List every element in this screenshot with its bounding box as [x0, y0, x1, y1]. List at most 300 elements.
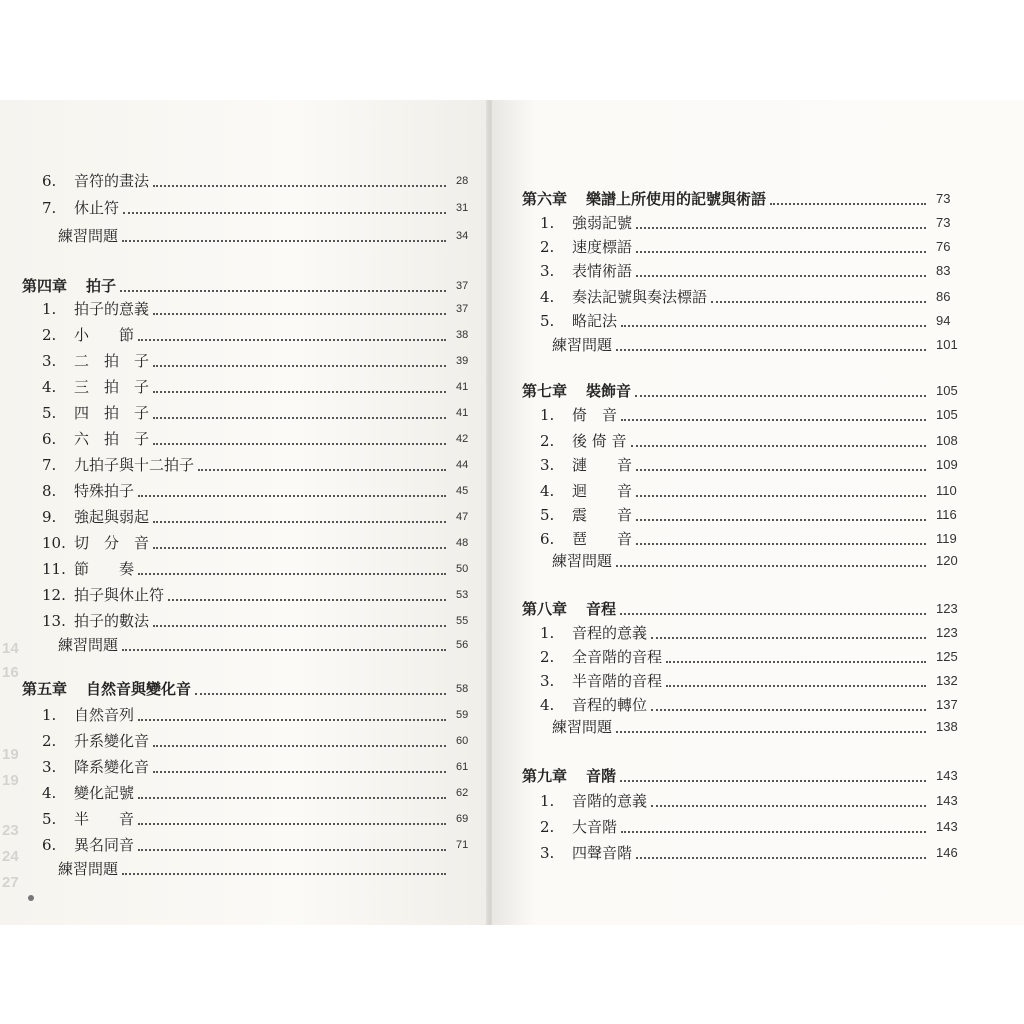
- bullet-mark: [28, 895, 34, 901]
- page-number: 47: [456, 511, 469, 523]
- toc-entry: [540, 236, 951, 260]
- entry-title: 節 奏: [74, 560, 135, 578]
- chapter-title: 樂譜上所使用的記號與術語: [586, 190, 767, 208]
- page-number: 119: [936, 531, 957, 546]
- toc-entry: [540, 646, 958, 670]
- leader-dots: [153, 391, 446, 393]
- toc-entry: [42, 808, 469, 832]
- leader-dots: [636, 543, 926, 545]
- entry-label: [42, 197, 119, 219]
- entry-number: 1.: [540, 792, 555, 810]
- entry-number: 9.: [42, 508, 57, 526]
- chapter-label: [522, 380, 631, 402]
- page-number: 123: [936, 601, 958, 616]
- leader-dots: [770, 203, 926, 205]
- chapter-number: 第九章: [522, 767, 568, 785]
- page-number: 28: [456, 175, 469, 187]
- toc-entry: [540, 816, 958, 840]
- entry-title: 練習問題: [58, 860, 119, 878]
- toc-chapter-entry: [22, 275, 469, 299]
- entry-title: 拍子與休止符: [74, 586, 165, 604]
- leader-dots: [636, 857, 926, 859]
- page-number: 143: [936, 819, 958, 834]
- leader-dots: [122, 873, 446, 875]
- leader-dots: [153, 625, 446, 627]
- entry-number: 3.: [540, 844, 555, 862]
- page-number: 62: [456, 787, 469, 799]
- page-number: 137: [936, 697, 958, 712]
- page-number: 109: [936, 457, 958, 472]
- leader-dots: [636, 469, 926, 471]
- entry-label: [540, 842, 632, 864]
- entry-title: 強起與弱起: [74, 508, 150, 526]
- toc-entry: [540, 260, 951, 284]
- entry-number: 3.: [540, 672, 555, 690]
- entry-label: [42, 402, 149, 424]
- page-number: 101: [936, 337, 958, 352]
- entry-title: 速度標語: [572, 238, 633, 256]
- open-book: [0, 100, 1024, 925]
- page-number: 71: [456, 839, 469, 851]
- entry-title: 強弱記號: [572, 214, 633, 232]
- entry-number: 13.: [42, 612, 66, 630]
- leader-dots: [621, 831, 926, 833]
- entry-title: 大音階: [572, 818, 618, 836]
- leader-dots: [153, 365, 446, 367]
- chapter-number: 第八章: [522, 600, 568, 618]
- leader-dots: [616, 731, 926, 733]
- entry-title: 九拍子與十二拍子: [74, 456, 195, 474]
- page-number: 39: [456, 355, 469, 367]
- show-through-text: 27: [2, 874, 19, 891]
- entry-label: [540, 480, 632, 502]
- entry-label: [552, 334, 612, 356]
- entry-label: [540, 404, 617, 426]
- toc-entry: [42, 454, 469, 478]
- entry-number: 1.: [540, 214, 555, 232]
- page-number: 37: [456, 280, 469, 292]
- leader-dots: [651, 709, 926, 711]
- toc-entry: [540, 694, 958, 718]
- chapter-number: 第五章: [22, 680, 68, 698]
- toc-entry: [42, 324, 469, 348]
- entry-number: 1.: [42, 706, 57, 724]
- entry-title: 琶 音: [572, 530, 633, 548]
- toc-entry: [540, 454, 958, 478]
- leader-dots: [635, 395, 926, 397]
- page-number: 56: [456, 639, 469, 651]
- toc-entry: [42, 558, 469, 582]
- leader-dots: [636, 251, 926, 253]
- toc-entry: [42, 704, 469, 728]
- left-page: [0, 100, 490, 925]
- entry-number: 5.: [42, 810, 57, 828]
- toc-entry: [42, 298, 469, 322]
- leader-dots: [168, 599, 446, 601]
- leader-dots: [153, 521, 446, 523]
- leader-dots: [138, 719, 446, 721]
- entry-title: 全音階的音程: [572, 648, 663, 666]
- leader-dots: [620, 780, 926, 782]
- entry-number: 1.: [540, 406, 555, 424]
- leader-dots: [122, 240, 446, 242]
- entry-label: [540, 646, 662, 668]
- toc-entry: [42, 376, 469, 400]
- entry-number: 3.: [42, 352, 57, 370]
- entry-label: [42, 428, 149, 450]
- page-number: 60: [456, 735, 469, 747]
- entry-label: [58, 858, 118, 880]
- entry-title: 音符的畫法: [74, 172, 150, 190]
- toc-entry: [42, 170, 469, 194]
- entry-title: 半 音: [74, 810, 135, 828]
- page-number: 69: [456, 813, 469, 825]
- toc-chapter-entry: [522, 598, 958, 622]
- chapter-label: [522, 765, 616, 787]
- entry-label: [540, 790, 647, 812]
- entry-label: [42, 558, 134, 580]
- toc-entry: [42, 428, 469, 452]
- entry-number: 2.: [540, 818, 555, 836]
- toc-entry: [42, 834, 469, 858]
- toc-entry: [552, 334, 958, 358]
- toc-entry: [58, 858, 452, 882]
- entry-label: [42, 376, 149, 398]
- leader-dots: [138, 797, 446, 799]
- toc-entry: [552, 550, 958, 574]
- page-number: 105: [936, 383, 958, 398]
- entry-number: 3.: [540, 456, 555, 474]
- chapter-label: [22, 678, 191, 700]
- leader-dots: [631, 445, 926, 447]
- entry-number: 1.: [540, 624, 555, 642]
- leader-dots: [666, 685, 926, 687]
- entry-number: 2.: [42, 732, 57, 750]
- chapter-title: 自然音與變化音: [86, 680, 192, 698]
- show-through-text: 14: [2, 640, 19, 657]
- entry-number: 1.: [42, 300, 57, 318]
- page-number: 45: [456, 485, 469, 497]
- toc-chapter-entry: [522, 380, 958, 404]
- entry-number: 4.: [540, 482, 555, 500]
- leader-dots: [153, 745, 446, 747]
- entry-number: 6.: [540, 530, 555, 548]
- toc-chapter-entry: [22, 678, 469, 702]
- page-number: 110: [936, 483, 957, 498]
- leader-dots: [153, 771, 446, 773]
- leader-dots: [620, 613, 926, 615]
- leader-dots: [195, 693, 446, 695]
- toc-entry: [42, 756, 469, 780]
- page-number: 120: [936, 553, 958, 568]
- entry-title: 略記法: [572, 312, 618, 330]
- toc-entry: [540, 528, 957, 552]
- page-number: 55: [456, 615, 469, 627]
- entry-label: [552, 550, 612, 572]
- entry-label: [540, 212, 632, 234]
- leader-dots: [636, 495, 926, 497]
- page-number: 48: [456, 537, 469, 549]
- entry-number: 12.: [42, 586, 66, 604]
- toc-entry: [58, 225, 469, 249]
- entry-number: 3.: [540, 262, 555, 280]
- leader-dots: [621, 325, 926, 327]
- toc-entry: [540, 842, 958, 866]
- leader-dots: [651, 805, 926, 807]
- leader-dots: [120, 290, 446, 292]
- entry-title: 六 拍 子: [74, 430, 150, 448]
- entry-label: [58, 634, 118, 656]
- leader-dots: [636, 227, 926, 229]
- toc-entry: [540, 286, 951, 310]
- toc-entry: [540, 670, 958, 694]
- page-number: 41: [456, 407, 469, 419]
- page-number: 132: [936, 673, 958, 688]
- entry-title: 音階的意義: [572, 792, 648, 810]
- page-number: 105: [936, 407, 958, 422]
- entry-label: [42, 584, 164, 606]
- page-number: 146: [936, 845, 958, 860]
- leader-dots: [153, 185, 446, 187]
- entry-title: 二 拍 子: [74, 352, 150, 370]
- entry-label: [42, 610, 149, 632]
- leader-dots: [138, 573, 446, 575]
- entry-title: 半音階的音程: [572, 672, 663, 690]
- toc-entry: [42, 350, 469, 374]
- entry-title: 漣 音: [572, 456, 633, 474]
- entry-title: 四 拍 子: [74, 404, 150, 422]
- entry-title: 變化記號: [74, 784, 135, 802]
- entry-number: 10.: [42, 534, 66, 552]
- page-number: 138: [936, 719, 958, 734]
- toc-chapter-entry: [522, 765, 958, 789]
- entry-title: 異名同音: [74, 836, 135, 854]
- entry-title: 拍子的意義: [74, 300, 150, 318]
- entry-number: 2.: [540, 238, 555, 256]
- leader-dots: [123, 212, 446, 214]
- entry-number: 4.: [42, 784, 57, 802]
- page-number: 50: [456, 563, 469, 575]
- show-through-text: 19: [2, 772, 19, 789]
- toc-entry: [42, 782, 469, 806]
- entry-title: 四聲音階: [572, 844, 633, 862]
- page-number: 58: [456, 683, 469, 695]
- toc-entry: [540, 480, 957, 504]
- entry-number: 5.: [42, 404, 57, 422]
- leader-dots: [711, 301, 926, 303]
- leader-dots: [621, 419, 926, 421]
- entry-title: 音程的意義: [572, 624, 648, 642]
- entry-label: [58, 225, 118, 247]
- entry-number: 6.: [42, 430, 57, 448]
- entry-title: 拍子的數法: [74, 612, 150, 630]
- entry-label: [540, 310, 617, 332]
- entry-title: 音程的轉位: [572, 696, 648, 714]
- toc-entry: [42, 506, 469, 530]
- leader-dots: [636, 519, 926, 521]
- entry-number: 11.: [42, 560, 66, 578]
- entry-label: [540, 694, 647, 716]
- leader-dots: [153, 313, 446, 315]
- entry-number: 5.: [540, 312, 555, 330]
- entry-label: [540, 528, 632, 550]
- entry-title: 震 音: [572, 506, 633, 524]
- entry-title: 後 倚 音: [572, 432, 627, 450]
- leader-dots: [616, 349, 926, 351]
- show-through-text: 23: [2, 822, 19, 839]
- entry-title: 升系變化音: [74, 732, 150, 750]
- leader-dots: [636, 275, 926, 277]
- entry-title: 倚 音: [572, 406, 618, 424]
- leader-dots: [198, 469, 446, 471]
- page-number: 83: [936, 263, 951, 278]
- page-number: 61: [456, 761, 469, 773]
- entry-label: [42, 324, 134, 346]
- entry-number: 4.: [540, 696, 555, 714]
- page-number: 41: [456, 381, 469, 393]
- entry-title: 練習問題: [552, 552, 613, 570]
- leader-dots: [122, 649, 446, 651]
- page-number: 94: [936, 313, 951, 328]
- page-number: 73: [936, 215, 951, 230]
- page-number: 44: [456, 459, 469, 471]
- show-through-text: 24: [2, 848, 19, 865]
- entry-label: [540, 670, 662, 692]
- entry-label: [540, 454, 632, 476]
- entry-number: 6.: [42, 172, 57, 190]
- toc-entry: [42, 610, 469, 634]
- toc-entry: [540, 404, 958, 428]
- entry-title: 自然音列: [74, 706, 135, 724]
- leader-dots: [153, 417, 446, 419]
- entry-title: 小 節: [74, 326, 135, 344]
- page-number: 59: [456, 709, 469, 721]
- leader-dots: [138, 495, 446, 497]
- toc-entry: [58, 634, 469, 658]
- chapter-title: 音階: [586, 767, 617, 785]
- chapter-label: [522, 188, 766, 210]
- toc-entry: [540, 622, 958, 646]
- page-number: 31: [456, 202, 469, 214]
- page-number: 86: [936, 289, 951, 304]
- entry-label: [540, 260, 632, 282]
- entry-number: 2.: [540, 648, 555, 666]
- entry-title: 練習問題: [552, 336, 613, 354]
- page-number: 34: [456, 230, 469, 242]
- entry-label: [552, 716, 612, 738]
- leader-dots: [138, 849, 446, 851]
- page-number: 143: [936, 768, 958, 783]
- entry-number: 6.: [42, 836, 57, 854]
- page-number: 108: [936, 433, 958, 448]
- entry-label: [42, 170, 149, 192]
- entry-number: 7.: [42, 456, 57, 474]
- leader-dots: [616, 565, 926, 567]
- show-through-text: 16: [2, 664, 19, 681]
- toc-entry: [42, 480, 469, 504]
- leader-dots: [153, 443, 446, 445]
- show-through-text: 19: [2, 746, 19, 763]
- entry-label: [42, 834, 134, 856]
- page-number: 38: [456, 329, 469, 341]
- leader-dots: [651, 637, 926, 639]
- entry-number: 5.: [540, 506, 555, 524]
- leader-dots: [153, 547, 446, 549]
- toc-entry: [540, 212, 951, 236]
- chapter-title: 音程: [586, 600, 617, 618]
- entry-title: 迴 音: [572, 482, 633, 500]
- entry-title: 切 分 音: [74, 534, 150, 552]
- entry-title: 表情術語: [572, 262, 633, 280]
- entry-title: 奏法記號與奏法標語: [572, 288, 708, 306]
- page-number: 53: [456, 589, 469, 601]
- page-number: 73: [936, 191, 951, 206]
- entry-title: 練習問題: [58, 227, 119, 245]
- page-number: 125: [936, 649, 958, 664]
- entry-title: 休止符: [74, 199, 120, 217]
- entry-number: 2.: [42, 326, 57, 344]
- entry-number: 3.: [42, 758, 57, 776]
- page-number: 143: [936, 793, 958, 808]
- entry-title: 練習問題: [552, 718, 613, 736]
- entry-label: [42, 808, 134, 830]
- page-number: 37: [456, 303, 469, 315]
- toc-entry: [540, 504, 957, 528]
- entry-label: [42, 756, 149, 778]
- entry-title: 特殊拍子: [74, 482, 135, 500]
- toc-entry: [42, 532, 469, 556]
- chapter-label: [522, 598, 616, 620]
- entry-label: [540, 504, 632, 526]
- toc-entry: [540, 430, 958, 454]
- leader-dots: [138, 339, 446, 341]
- page-number: 123: [936, 625, 958, 640]
- toc-entry: [42, 402, 469, 426]
- toc-entry: [42, 197, 469, 221]
- entry-number: 4.: [42, 378, 57, 396]
- entry-label: [540, 430, 627, 452]
- chapter-number: 第四章: [22, 277, 68, 295]
- chapter-title: 裝飾音: [586, 382, 632, 400]
- entry-label: [540, 286, 707, 308]
- entry-label: [42, 704, 134, 726]
- leader-dots: [138, 823, 446, 825]
- entry-title: 降系變化音: [74, 758, 150, 776]
- right-page: [492, 100, 1024, 925]
- chapter-title: 拍子: [86, 277, 117, 295]
- entry-number: 8.: [42, 482, 57, 500]
- entry-number: 7.: [42, 199, 57, 217]
- entry-title: 三 拍 子: [74, 378, 150, 396]
- entry-label: [540, 236, 632, 258]
- entry-label: [42, 532, 149, 554]
- entry-number: 4.: [540, 288, 555, 306]
- entry-label: [42, 782, 134, 804]
- entry-title: 練習問題: [58, 636, 119, 654]
- entry-label: [540, 622, 647, 644]
- entry-number: 2.: [540, 432, 555, 450]
- toc-entry: [42, 584, 469, 608]
- chapter-label: [22, 275, 116, 297]
- entry-label: [540, 816, 617, 838]
- entry-label: [42, 350, 149, 372]
- toc-entry: [540, 310, 951, 334]
- toc-entry: [552, 716, 958, 740]
- entry-label: [42, 506, 149, 528]
- page-number: 76: [936, 239, 951, 254]
- toc-chapter-entry: [522, 188, 951, 212]
- entry-label: [42, 480, 134, 502]
